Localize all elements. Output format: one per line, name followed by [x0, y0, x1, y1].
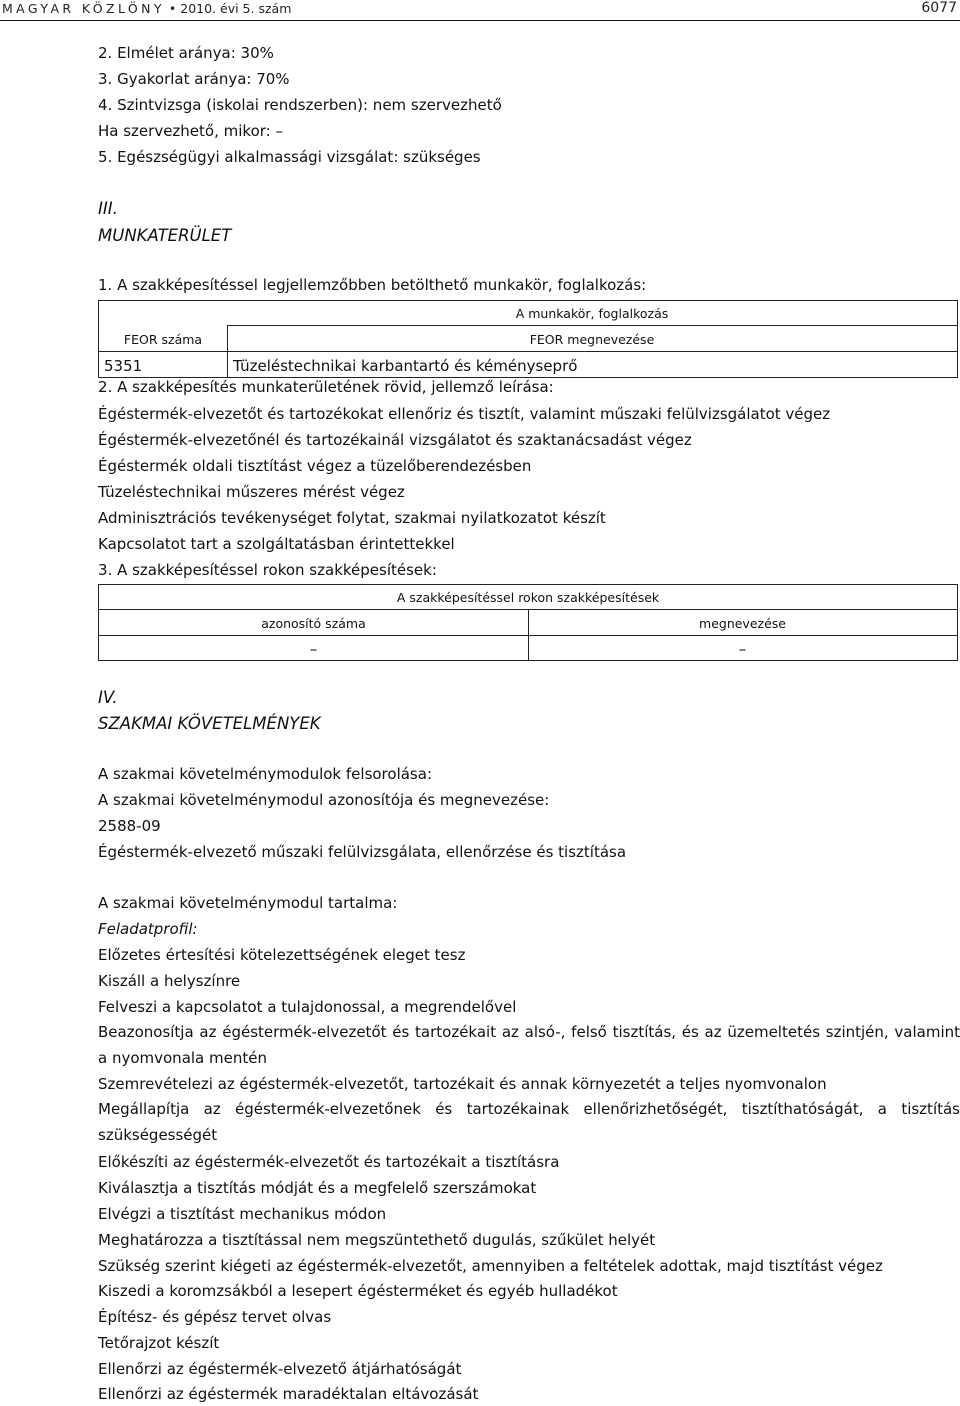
- task-item: Ellenőrzi az égéstermék-elvezető átjárhatóságát: [98, 1360, 462, 1378]
- description-line: Adminisztrációs tevékenységet folytat, szakmai nyilatkozatot készít: [98, 509, 606, 527]
- table-group-header: A szakképesítéssel rokon szakképesítések: [396, 590, 660, 605]
- description-line: Égéstermék-elvezetőt és tartozékokat ellenőriz és tisztít, valamint műszaki felülvizsgálatot végez: [98, 405, 831, 423]
- intro-line: 3. Gyakorlat aránya: 70%: [98, 70, 290, 88]
- section-number: IV.: [98, 688, 118, 707]
- profile-heading: Feladatprofil:: [98, 920, 198, 938]
- table-col-header: FEOR megnevezése: [529, 332, 655, 347]
- task-item: Előkészíti az égéstermék-elvezetőt és tartozékait a tisztításra: [98, 1153, 560, 1171]
- table-cell: –: [738, 640, 747, 658]
- table-col-header: azonosító száma: [261, 616, 366, 631]
- module-code: 2588-09: [98, 817, 161, 835]
- intro-line: 2. Elmélet aránya: 30%: [98, 44, 274, 62]
- task-item: Tetőrajzot készít: [98, 1334, 220, 1352]
- task-item: Előzetes értesítési kötelezettségének eleget tesz: [98, 946, 466, 964]
- intro-line: 5. Egészségügyi alkalmassági vizsgálat: szükséges: [98, 148, 481, 166]
- task-item: Beazonosítja az égéstermék-elvezetőt és tartozékait az alsó-, felső tisztítás, és az üzemeltetés szintjén, valamint a nyomvonala mentén: [98, 1023, 960, 1067]
- related-qualifications-table: [98, 584, 958, 661]
- task-item: Kiválasztja a tisztítás módját és a megfelelő szerszámokat: [98, 1179, 537, 1197]
- table-cell: Tüzeléstechnikai karbantartó és kéményseprő: [233, 357, 578, 375]
- task-item: Felveszi a kapcsolatot a tulajdonossal, a megrendelővel: [98, 998, 517, 1016]
- table-cell: 5351: [104, 357, 143, 375]
- description-line: Tüzeléstechnikai műszeres mérést végez: [98, 483, 405, 501]
- description-line: Kapcsolatot tart a szolgáltatásban érintettekkel: [98, 535, 455, 553]
- issue-number: 2010. évi 5. szám: [180, 1, 292, 16]
- content-heading: A szakmai követelménymodul tartalma:: [98, 894, 398, 912]
- item-heading: 1. A szakképesítéssel legjellemzőbben betölthető munkakör, foglalkozás:: [98, 276, 647, 294]
- task-item: Megállapítja az égéstermék-elvezetőnek és tartozékainak ellenőrizhetőségét, tisztíthatóságát, a tisztítás szükségességét: [98, 1100, 960, 1144]
- occupation-table: [98, 300, 958, 378]
- table-col-header: megnevezése: [699, 616, 786, 631]
- header-left: [2, 1, 291, 16]
- task-item: Építész- és gépész tervet olvas: [98, 1308, 332, 1326]
- table-group-header: A munkakör, foglalkozás: [515, 306, 669, 321]
- page-number: 6077: [921, 0, 957, 16]
- intro-line: 4. Szintvizsga (iskolai rendszerben): nem szervezhető: [98, 96, 502, 114]
- header-bullet: •: [168, 1, 177, 16]
- task-item: Szemrevételezi az égéstermék-elvezetőt, tartozékait és annak környezetét a teljes nyomvonalon: [98, 1075, 827, 1093]
- page-header: [0, 0, 960, 20]
- section-title: SZAKMAI KÖVETELMÉNYEK: [98, 714, 321, 733]
- intro-line: Ha szervezhető, mikor: –: [98, 122, 283, 140]
- module-line: A szakmai követelménymodulok felsorolása:: [98, 765, 432, 783]
- description-line: Égéstermék oldali tisztítást végez a tüzelőberendezésben: [98, 457, 532, 475]
- task-item: Meghatározza a tisztítással nem megszüntethető dugulás, szűkület helyét: [98, 1231, 656, 1249]
- description-line: Égéstermék-elvezetőnél és tartozékainál vizsgálatot és szaktanácsadást végez: [98, 431, 692, 449]
- task-item: Elvégzi a tisztítást mechanikus módon: [98, 1205, 387, 1223]
- table-col-header: FEOR száma: [123, 332, 203, 347]
- section-title: MUNKATERÜLET: [98, 226, 232, 245]
- task-item: Szükség szerint kiégeti az égéstermék-elvezetőt, amennyiben a feltételek adottak, majd tisztítást végez: [98, 1257, 883, 1275]
- item-heading: 2. A szakképesítés munkaterületének rövid, jellemző leírása:: [98, 378, 554, 396]
- task-item: Kiszedi a koromzsákból a lesepert égésterméket és egyéb hulladékot: [98, 1282, 618, 1300]
- module-line: A szakmai követelménymodul azonosítója és megnevezése:: [98, 791, 550, 809]
- header-rule: [0, 20, 960, 21]
- task-item: Kiszáll a helyszínre: [98, 972, 241, 990]
- task-item: Ellenőrzi az égéstermék maradéktalan eltávozását: [98, 1385, 479, 1403]
- item-heading: 3. A szakképesítéssel rokon szakképesítések:: [98, 561, 437, 579]
- section-number: III.: [98, 199, 118, 218]
- table-cell: –: [309, 640, 318, 658]
- module-name: Égéstermék-elvezető műszaki felülvizsgálata, ellenőrzése és tisztítása: [98, 843, 627, 861]
- journal-title: MAGYAR KÖZLÖNY: [2, 1, 165, 16]
